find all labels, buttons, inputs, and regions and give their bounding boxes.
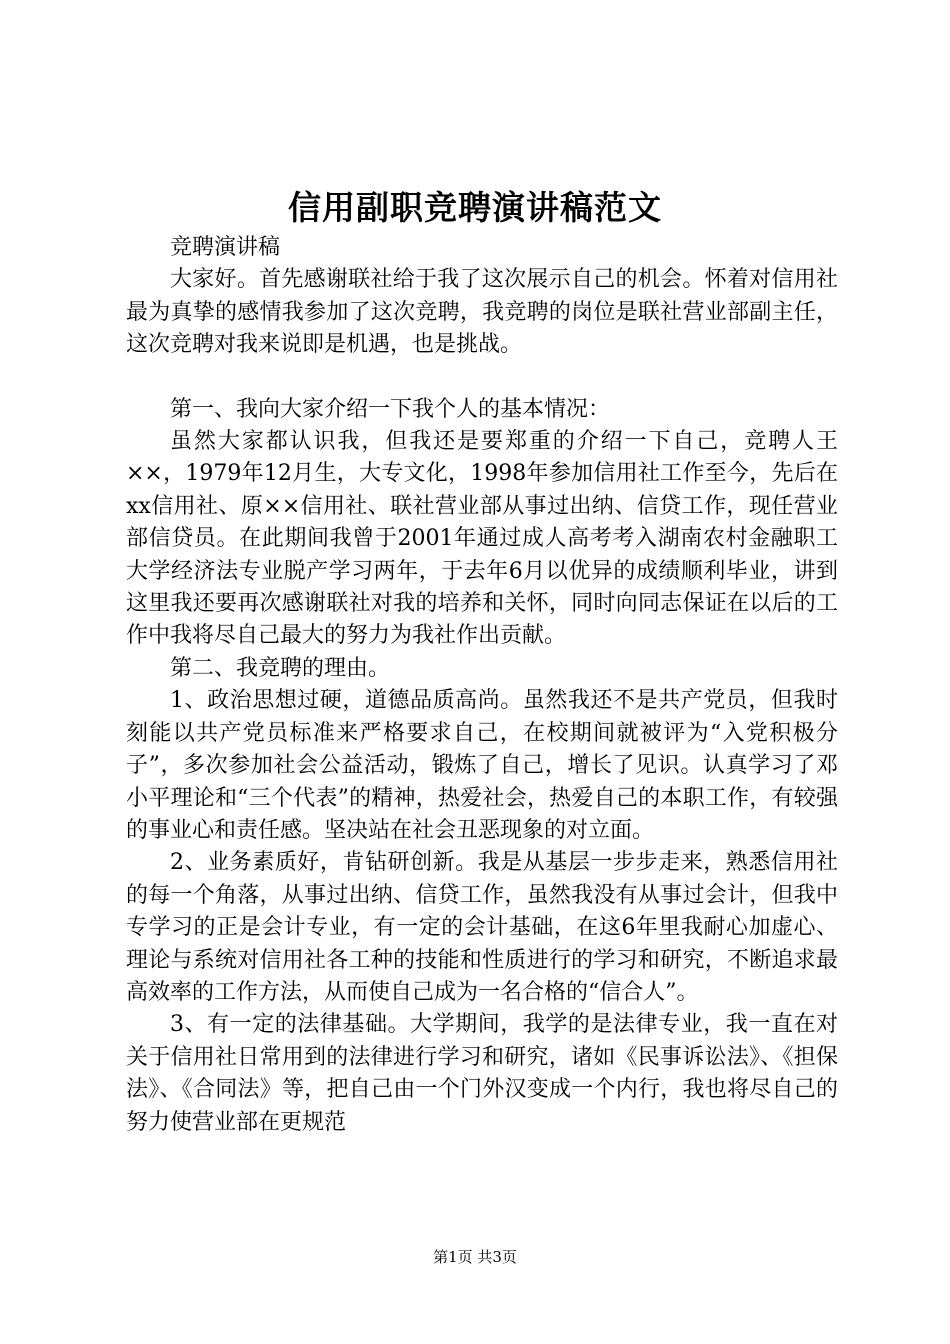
document-body xyxy=(126,232,838,1139)
section-heading-2: 第二、我竞聘的理由。 xyxy=(170,655,391,681)
paragraph-introduction: 虽然大家都认识我，但我还是要郑重的介绍一下自己，竞聘人王××，1979年12月生，大专文化，1998年参加信用社工作至今，先后在xx信用社、原××信用社、联社营业部从事过出纳、信贷工作，现任营业部信贷员。在此期间我曾于2001年通过成人高考考入湖南农村金融职工大学经济法专业脱产学习两年，于去年6月以优异的成绩顺利毕业，讲到这里我还要再次感谢联社对我的培养和关怀，同时向同志保证在以后的工作中我将尽自己最大的努力为我社作出贡献。 xyxy=(126,429,838,649)
paragraph-reason-3: 3、有一定的法律基础。大学期间，我学的是法律专业，我一直在对关于信用社日常用到的法律进行学习和研究，诸如《民事诉讼法》、《担保法》、《合同法》等，把自己由一个门外汉变成一个内行，我也将尽自己的努力使营业部在更规范 xyxy=(126,1012,838,1135)
paragraph-reason-2: 2、业务素质好，肯钻研创新。我是从基层一步步走来，熟悉信用社的每一个角落，从事过出纳、信贷工作，虽然我没有从事过会计，但我中专学习的正是会计专业，有一定的会计基础，在这6年里我耐心加虚心、理论与系统对信用社各工种的技能和性质进行的学习和研究，不断追求最高效率的工作方法，从而使自己成为一名合格的“信合人”。 xyxy=(126,850,838,1005)
paragraph-spacer xyxy=(126,362,838,394)
section-heading-1: 第一、我向大家介绍一下我个人的基本情况： xyxy=(170,396,611,422)
paragraph-reason-1: 1、政治思想过硬，道德品质高尚。虽然我还不是共产党员，但我时刻能以共产党员标准来严格要求自己，在校期间就被评为“入党积极分子”，多次参加社会公益活动，锻炼了自己，增长了见识。认真学习了邓小平理论和“三个代表”的精神，热爱社会，热爱自己的本职工作，有较强的事业心和责任感。坚决站在社会丑恶现象的对立面。 xyxy=(126,688,838,843)
document-title: 信用副职竞聘演讲稿范文 xyxy=(288,188,662,227)
paragraph-greeting: 大家好。首先感谢联社给于我了这次展示自己的机会。怀着对信用社最为真挚的感情我参加了这次竞聘，我竞聘的岗位是联社营业部副主任，这次竞聘对我来说即是机遇，也是挑战。 xyxy=(126,267,838,358)
page-footer: 第1页 共3页 xyxy=(433,1248,517,1266)
paragraph-subtitle: 竞聘演讲稿 xyxy=(170,235,281,260)
